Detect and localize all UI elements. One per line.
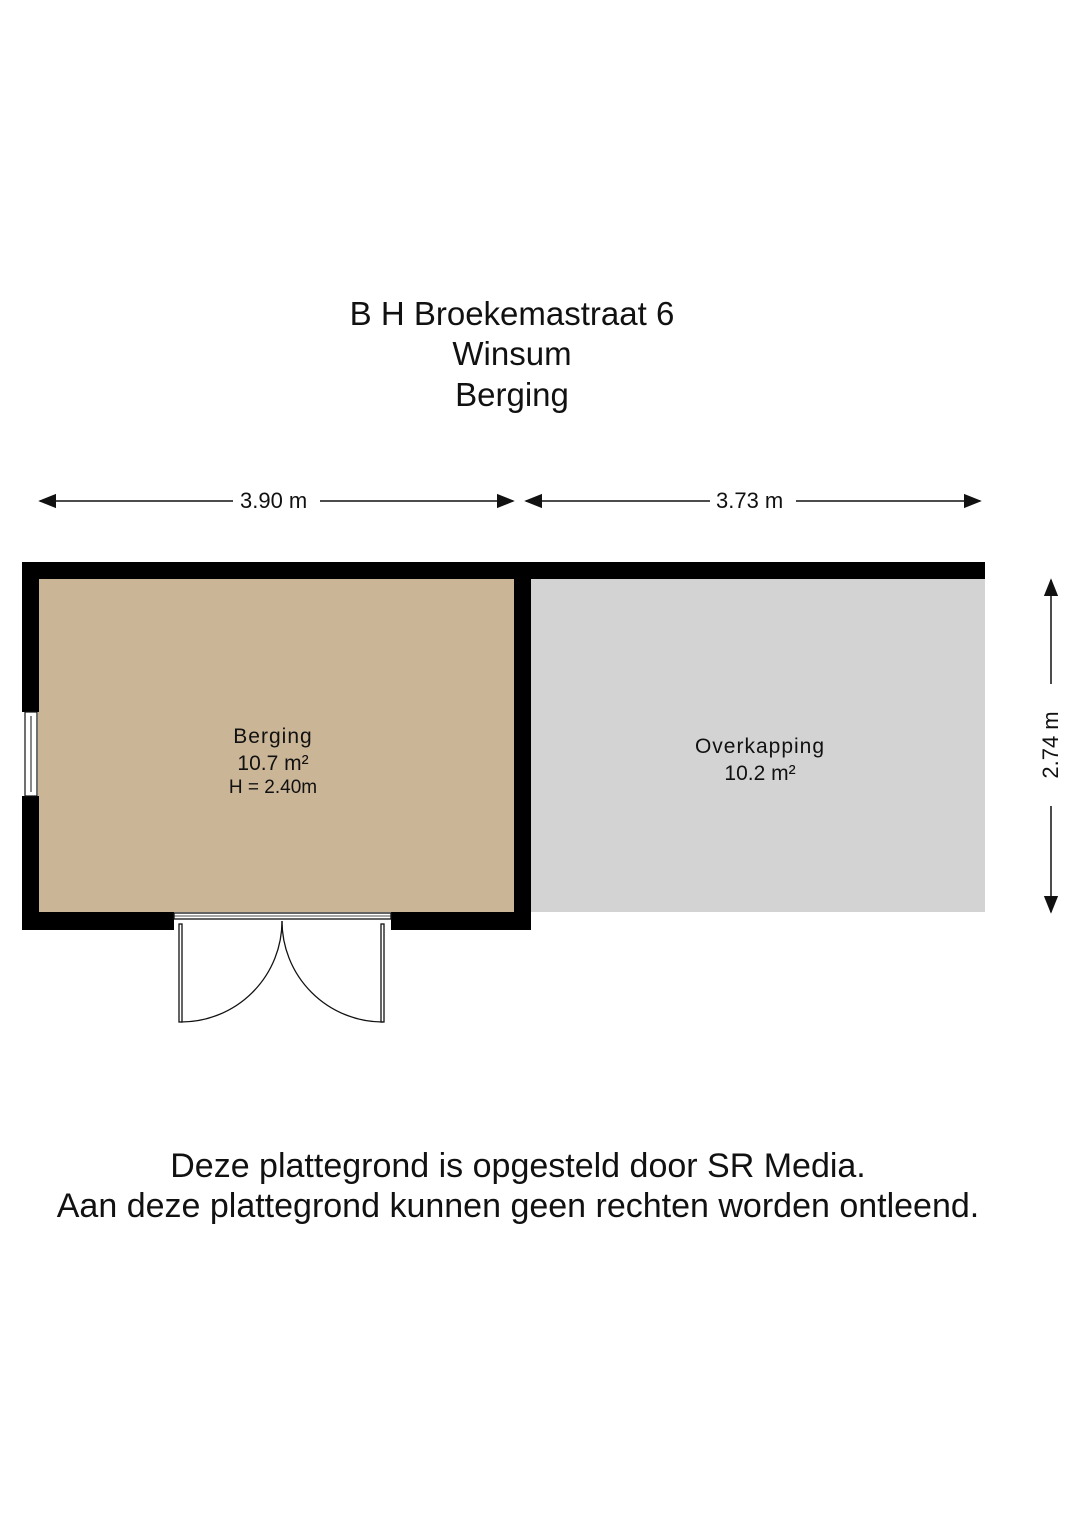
wall-left-upper: [22, 562, 39, 712]
room-overkapping-name: Overkapping: [694, 735, 826, 758]
disclaimer-line-2: Aan deze plattegrond kunnen geen rechten worden ontleend.: [56, 1187, 980, 1225]
disclaimer-line-1: Deze plattegrond is opgesteld door SR Media.: [170, 1147, 866, 1185]
room-berging-height: H = 2.40m: [228, 777, 318, 798]
dimension-depth-label: 2.74 m: [1038, 684, 1064, 806]
wall-top: [22, 562, 985, 579]
room-berging-name: Berging: [233, 725, 313, 748]
floorplan-city: Winsum: [452, 335, 572, 372]
double-door: [174, 913, 391, 1022]
floorplan-floor-name: Berging: [455, 376, 569, 413]
floorplan-address: B H Broekemastraat 6: [349, 295, 675, 332]
room-berging-area: 10.7 m²: [237, 752, 309, 775]
room-overkapping-area: 10.2 m²: [724, 762, 796, 785]
window-left: [25, 712, 37, 796]
dimension-width-right-label: 3.73 m: [710, 488, 789, 514]
wall-bottom-right: [391, 912, 531, 930]
wall-middle: [514, 562, 531, 930]
room-overkapping-label: [670, 733, 850, 787]
dimension-width-left-label: 3.90 m: [234, 488, 313, 514]
wall-bottom-left: [22, 912, 174, 930]
wall-left-lower: [22, 796, 39, 930]
room-berging-label: [198, 723, 348, 799]
